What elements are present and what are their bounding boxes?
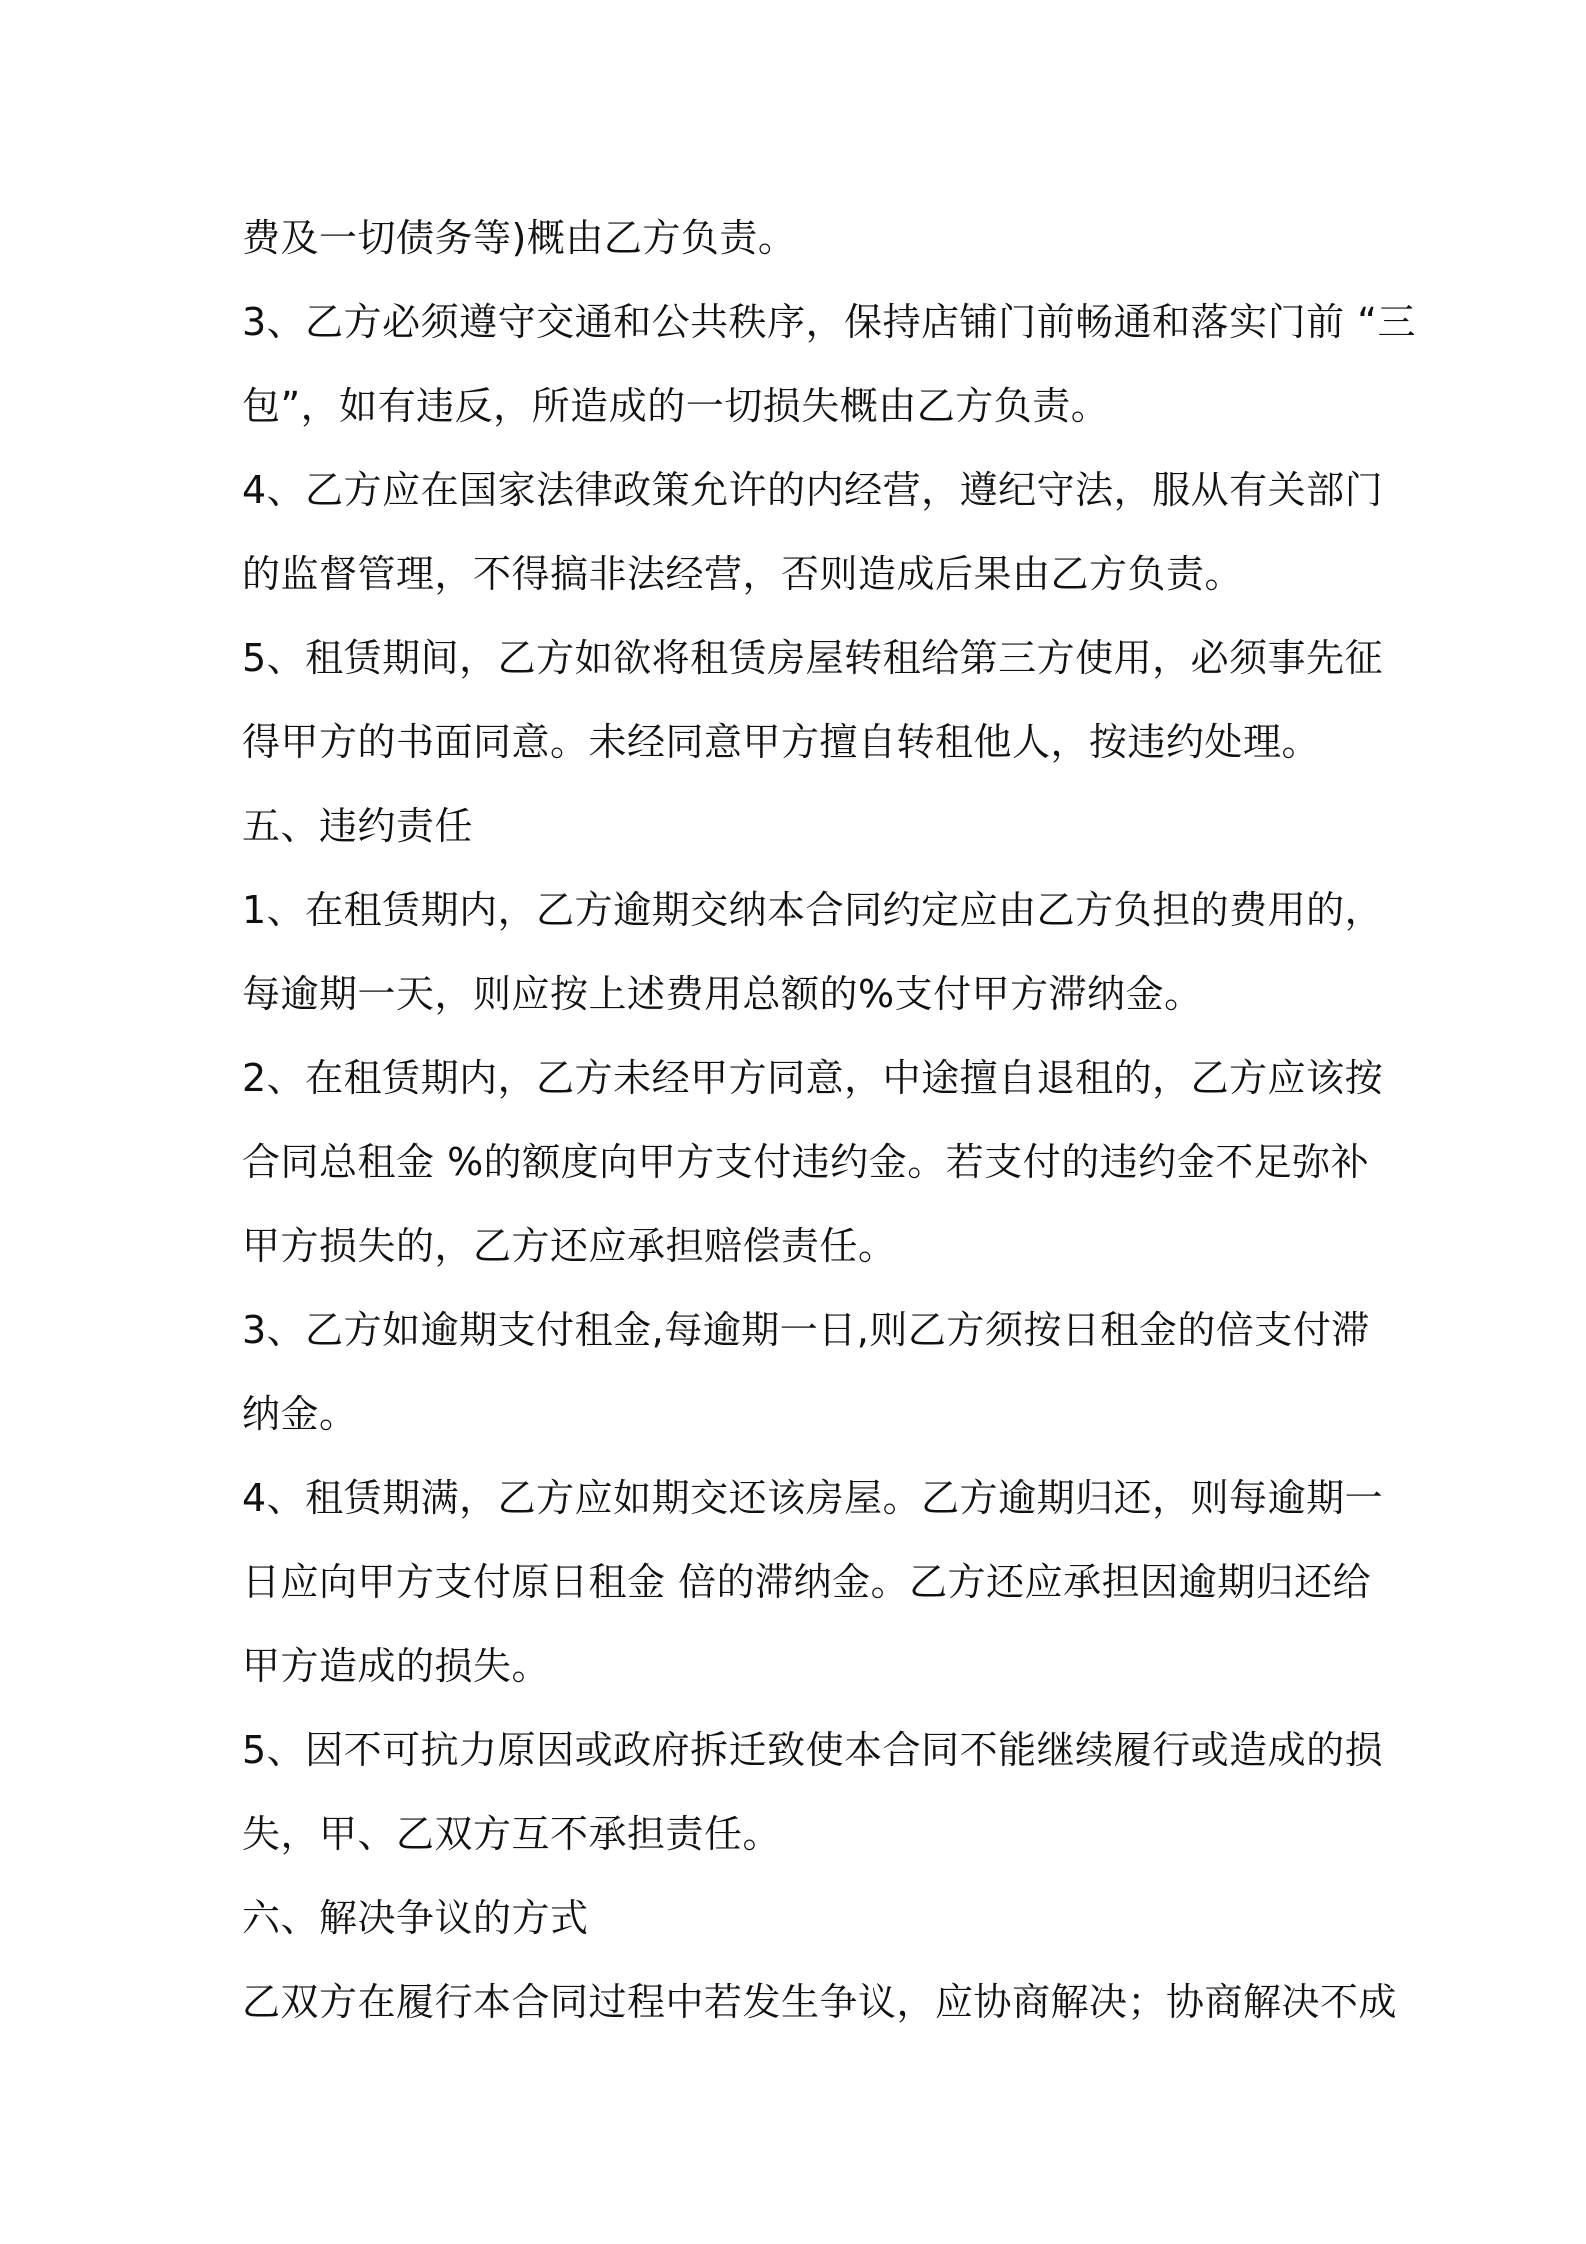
text-line: 3、乙方必须遵守交通和公共秩序，保持店铺门前畅通和落实门前 “三 — [242, 300, 1416, 344]
text-line: 5、因不可抗力原因或政府拆迁致使本合同不能继续履行或造成的损 — [242, 1728, 1384, 1772]
text-line: 1、在租赁期内，乙方逾期交纳本合同约定应由乙方负担的费用的， — [242, 888, 1384, 932]
text-line: 得甲方的书面同意。未经同意甲方擅自转租他人，按违约处理。 — [242, 720, 1321, 764]
text-line: 5、租赁期间，乙方如欲将租赁房屋转租给第三方使用，必须事先征 — [242, 636, 1384, 680]
text-line: 的监督管理，不得搞非法经营，否则造成后果由乙方负责。 — [242, 552, 1244, 596]
section-heading-breach: 五、违约责任 — [242, 804, 474, 848]
text-line: 2、在租赁期内，乙方未经甲方同意，中途擅自退租的，乙方应该按 — [242, 1056, 1384, 1100]
text-line: 每逾期一天，则应按上述费用总额的%支付甲方滞纳金。 — [242, 972, 1203, 1016]
text-line: 合同总租金 %的额度向甲方支付违约金。若支付的违约金不足弥补 — [242, 1140, 1370, 1184]
text-line: 甲方损失的，乙方还应承担赔偿责任。 — [242, 1224, 897, 1268]
text-line: 4、乙方应在国家法律政策允许的内经营，遵纪守法，服从有关部门 — [242, 468, 1384, 512]
text-line: 3、乙方如逾期支付租金,每逾期一日,则乙方须按日租金的倍支付滞 — [242, 1308, 1370, 1352]
text-line: 日应向甲方支付原日租金 倍的滞纳金。乙方还应承担因逾期归还给 — [242, 1560, 1372, 1604]
section-heading-dispute: 六、解决争议的方式 — [242, 1896, 589, 1940]
text-line: 纳金。 — [242, 1392, 358, 1436]
text-line: 费及一切债务等)概由乙方负责。 — [242, 216, 797, 260]
text-line: 4、租赁期满，乙方应如期交还该房屋。乙方逾期归还，则每逾期一 — [242, 1476, 1384, 1520]
text-line: 失，甲、乙双方互不承担责任。 — [242, 1812, 782, 1856]
text-line: 甲方造成的损失。 — [242, 1644, 551, 1688]
contract-text — [242, 196, 1416, 2044]
text-line: 乙双方在履行本合同过程中若发生争议，应协商解决；协商解决不成 — [242, 1980, 1398, 2024]
text-line: 包”，如有违反，所造成的一切损失概由乙方负责。 — [242, 384, 1110, 428]
